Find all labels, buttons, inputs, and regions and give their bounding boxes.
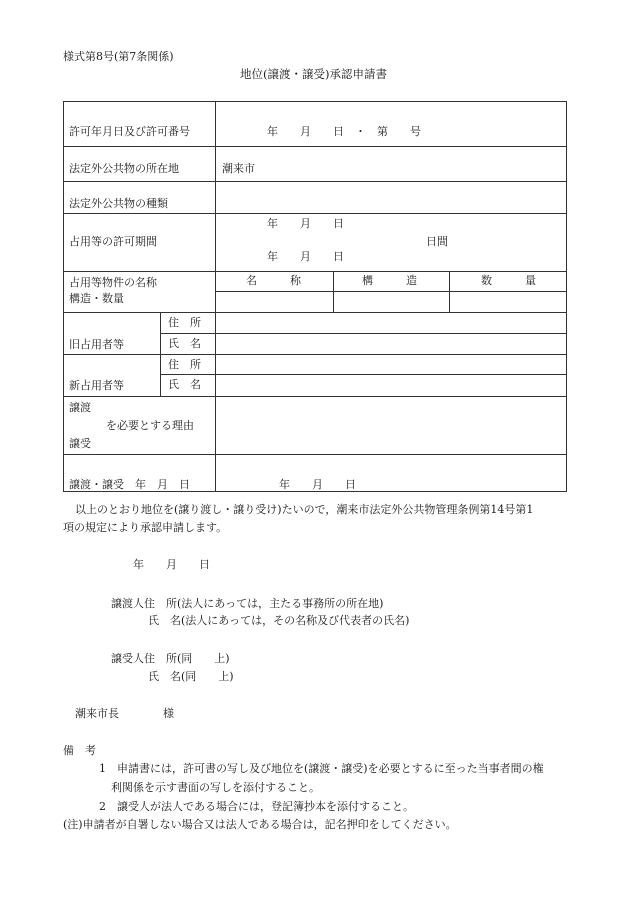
transferor-name[interactable]: 氏 名(法人にあっては，その名称及び代表者の氏名) — [148, 614, 410, 627]
old-user-address-field[interactable] — [216, 313, 566, 333]
reason-label-receive: 譲受 — [69, 437, 91, 450]
old-user-name-field[interactable] — [216, 334, 566, 354]
notes-heading: 備 考 — [63, 744, 96, 757]
transfer-date-label: 譲渡・譲受 年 月 日 — [69, 478, 190, 491]
location-label: 法定外公共物の所在地 — [69, 162, 179, 175]
transferor-address[interactable]: 譲渡人住 所(法人にあっては，主たる事務所の所在地) — [111, 597, 384, 610]
form-number: 様式第8号(第7条関係) — [63, 50, 174, 63]
location-field[interactable]: 潮来市 — [222, 162, 255, 175]
permit-date-number-field[interactable]: 年 月 日 ・ 第 号 — [267, 125, 421, 138]
column-header-quantity: 数 量 — [481, 274, 536, 287]
period-start-date[interactable]: 年 月 日 — [267, 217, 344, 230]
object-name-label: 占用等物件の名称 — [69, 276, 157, 289]
public-property-type-field[interactable] — [216, 182, 566, 213]
reason-field[interactable] — [216, 397, 566, 454]
object-name-field[interactable] — [216, 292, 333, 312]
column-header-structure: 構 造 — [362, 274, 417, 287]
transfer-date-field[interactable]: 年 月 日 — [279, 478, 356, 491]
note-1-line-1: 1 申請書には，許可書の写し及び地位を(譲渡・譲受)を必要とするに至った当事者間の権 — [99, 762, 544, 775]
statement-line-2: 項の規定により承認申請します。 — [63, 521, 228, 534]
transferee-name[interactable]: 氏 名(同 上) — [148, 670, 234, 683]
old-user-address-label: 住 所 — [168, 316, 201, 329]
new-user-name-label: 氏 名 — [168, 378, 201, 391]
caution-note: (注)申請者が自署しない場合又は法人である場合は，記名押印をしてください。 — [63, 818, 457, 831]
note-1-line-2: 利関係を示す書面の写しを添付すること。 — [111, 781, 320, 794]
period-end-date[interactable]: 年 月 日 — [267, 250, 344, 263]
permit-period-label: 占用等の許可期間 — [69, 235, 157, 248]
object-quantity-field[interactable] — [450, 292, 566, 312]
new-user-address-label: 住 所 — [168, 358, 201, 371]
reason-label-text: を必要とする理由 — [106, 419, 194, 432]
new-user-label: 新占用者等 — [69, 379, 124, 392]
reason-label-transfer: 譲渡 — [69, 401, 91, 414]
note-2: 2 譲受人が法人である場合には，登記簿抄本を添付すること。 — [99, 800, 414, 813]
application-form-table — [63, 101, 567, 492]
statement-line-1: 以上のとおり地位を(譲り渡し・譲り受け)たいので，潮来市法定外公共物管理条例第14号第1 — [75, 503, 534, 516]
object-structure-field[interactable] — [334, 292, 449, 312]
public-property-type-label: 法定外公共物の種類 — [69, 197, 168, 210]
document-title: 地位(譲渡・譲受)承認申請書 — [240, 67, 387, 81]
old-user-label: 旧占用者等 — [69, 338, 124, 351]
old-user-name-label: 氏 名 — [168, 337, 201, 350]
new-user-address-field[interactable] — [216, 355, 566, 374]
application-date[interactable]: 年 月 日 — [133, 558, 210, 571]
permit-date-number-label: 許可年月日及び許可番号 — [69, 125, 190, 138]
transferee-address[interactable]: 譲受人住 所(同 上) — [111, 652, 230, 665]
new-user-name-field[interactable] — [216, 375, 566, 396]
column-header-name: 名 称 — [246, 274, 301, 287]
addressee: 潮来市長 様 — [75, 707, 174, 720]
period-days[interactable]: 日間 — [426, 235, 448, 248]
object-structure-quantity-label: 構造・数量 — [69, 292, 124, 305]
